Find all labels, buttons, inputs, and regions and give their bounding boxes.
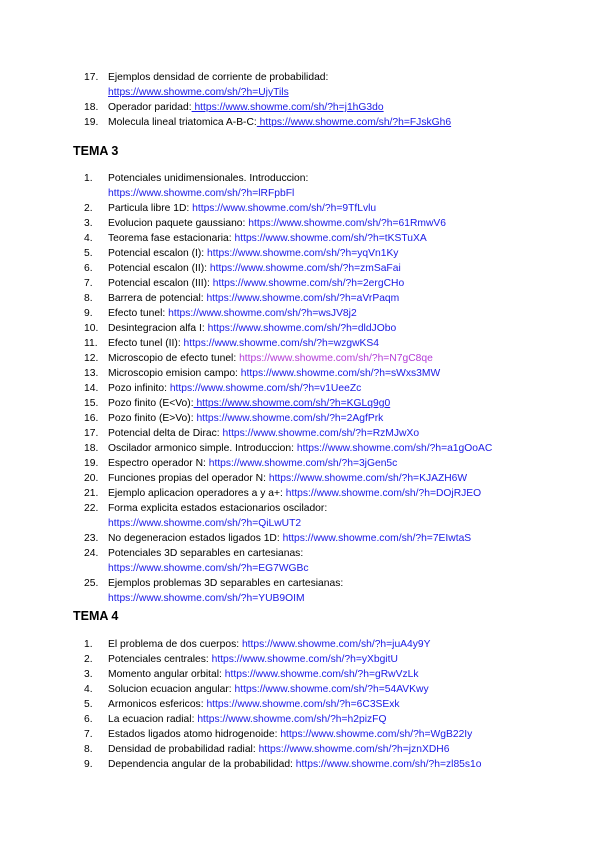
- item-text: Pozo infinito:: [108, 383, 167, 394]
- item-text: Potenciales centrales:: [108, 654, 209, 665]
- item-number: 19.: [84, 458, 99, 469]
- list-item: [0, 576, 600, 606]
- tema4-list: [0, 637, 600, 772]
- list-item: [0, 667, 600, 682]
- item-number: 5.: [84, 248, 93, 259]
- list-item: [0, 70, 600, 100]
- showme-link[interactable]: https://www.showme.com/sh/?h=wzgwKS4: [180, 338, 379, 349]
- list-item: [0, 727, 600, 742]
- showme-link[interactable]: https://www.showme.com/sh/?h=zmSaFai: [207, 263, 401, 274]
- showme-link[interactable]: https://www.showme.com/sh/?h=DOjRJEO: [282, 488, 482, 499]
- list-item: [0, 652, 600, 667]
- item-number: 19.: [84, 117, 99, 128]
- item-text: Oscilador armonico simple. Introduccion:: [108, 443, 294, 454]
- item-number: 7.: [84, 729, 93, 740]
- item-number: 21.: [84, 488, 99, 499]
- tema2-list-continued: [0, 70, 600, 130]
- item-number: 11.: [84, 338, 98, 349]
- showme-link[interactable]: https://www.showme.com/sh/?h=UjyTils: [108, 87, 289, 98]
- list-item: [0, 381, 600, 396]
- item-number: 18.: [84, 443, 99, 454]
- item-text: La ecuacion radial:: [108, 714, 195, 725]
- showme-link[interactable]: https://www.showme.com/sh/?h=2AgfPrk: [193, 413, 384, 424]
- item-text: Forma explicita estados estacionarios oscilador:: [108, 503, 328, 514]
- item-text: Momento angular orbital:: [108, 669, 222, 680]
- list-item: [0, 501, 600, 531]
- showme-link[interactable]: https://www.showme.com/sh/?h=FJskGh6: [256, 117, 452, 128]
- showme-link[interactable]: https://www.showme.com/sh/?h=YUB9OIM: [108, 593, 305, 604]
- showme-link[interactable]: https://www.showme.com/sh/?h=juA4y9Y: [239, 639, 431, 650]
- showme-link[interactable]: https://www.showme.com/sh/?h=54AVKwy: [231, 684, 429, 695]
- showme-link[interactable]: https://www.showme.com/sh/?h=gRwVzLk: [221, 669, 419, 680]
- list-item: [0, 171, 600, 201]
- item-number: 6.: [84, 714, 93, 725]
- item-text: Pozo finito (E<Vo):: [108, 398, 194, 409]
- showme-link[interactable]: https://www.showme.com/sh/?h=2ergCHo: [209, 278, 405, 289]
- item-text: Solucion ecuacion angular:: [108, 684, 232, 695]
- item-number: 12.: [84, 353, 99, 364]
- item-number: 18.: [84, 102, 99, 113]
- item-text: Potencial delta de Dirac:: [108, 428, 220, 439]
- item-number: 2.: [84, 654, 93, 665]
- showme-link[interactable]: https://www.showme.com/sh/?h=a1gOoAC: [294, 443, 493, 454]
- list-item: [0, 276, 600, 291]
- item-number: 2.: [84, 203, 93, 214]
- item-text: Microscopio de efecto tunel:: [108, 353, 237, 364]
- list-item: [0, 231, 600, 246]
- showme-link[interactable]: https://www.showme.com/sh/?h=aVrPaqm: [203, 293, 400, 304]
- item-text: Pozo finito (E>Vo):: [108, 413, 194, 424]
- list-item: [0, 697, 600, 712]
- item-number: 6.: [84, 263, 93, 274]
- item-text: Funciones propias del operador N:: [108, 473, 266, 484]
- showme-link[interactable]: https://www.showme.com/sh/?h=v1UeeZc: [166, 383, 362, 394]
- list-item: [0, 366, 600, 381]
- list-item: [0, 546, 600, 576]
- item-number: 3.: [84, 669, 93, 680]
- item-number: 5.: [84, 699, 93, 710]
- item-text: Efecto tunel (II):: [108, 338, 181, 349]
- item-text: Potencial escalon (II):: [108, 263, 208, 274]
- list-item: [0, 115, 600, 130]
- item-text: Dependencia angular de la probabilidad:: [108, 759, 293, 770]
- item-number: 22.: [84, 503, 99, 514]
- list-item: [0, 471, 600, 486]
- item-text: Molecula lineal triatomica A-B-C:: [108, 117, 257, 128]
- item-text: Ejemplo aplicacion operadores a y a+:: [108, 488, 283, 499]
- item-text: Espectro operador N:: [108, 458, 206, 469]
- list-item: [0, 637, 600, 652]
- list-item: [0, 100, 600, 115]
- item-text: Potencial escalon (I):: [108, 248, 205, 259]
- list-item: [0, 321, 600, 336]
- tema4-heading: TEMA 4: [73, 609, 119, 623]
- list-item: [0, 456, 600, 471]
- showme-link[interactable]: https://www.showme.com/sh/?h=7EIwtaS: [279, 533, 472, 544]
- showme-link[interactable]: https://www.showme.com/sh/?h=WgB22Iy: [277, 729, 473, 740]
- item-number: 15.: [84, 398, 99, 409]
- item-number: 10.: [84, 323, 99, 334]
- showme-link[interactable]: https://www.showme.com/sh/?h=9TfLvlu: [189, 203, 377, 214]
- list-item: [0, 712, 600, 727]
- item-text: No degeneracion estados ligados 1D:: [108, 533, 280, 544]
- list-item: [0, 246, 600, 261]
- item-text: Armonicos esfericos:: [108, 699, 204, 710]
- list-item: [0, 411, 600, 426]
- list-item: [0, 396, 600, 411]
- showme-link[interactable]: https://www.showme.com/sh/?h=lRFpbFl: [108, 188, 295, 199]
- item-number: 16.: [84, 413, 99, 424]
- item-number: 1.: [84, 173, 93, 184]
- item-number: 13.: [84, 368, 99, 379]
- item-number: 3.: [84, 218, 93, 229]
- item-text: Potenciales 3D separables en cartesianas:: [108, 548, 304, 559]
- item-number: 25.: [84, 578, 99, 589]
- tema3-list: [0, 171, 600, 606]
- item-number: 8.: [84, 744, 93, 755]
- item-number: 7.: [84, 278, 93, 289]
- item-number: 24.: [84, 548, 99, 559]
- item-text: Operador paridad:: [108, 102, 192, 113]
- item-text: Desintegracion alfa I:: [108, 323, 205, 334]
- showme-link[interactable]: https://www.showme.com/sh/?h=dldJObo: [204, 323, 397, 334]
- showme-link[interactable]: https://www.showme.com/sh/?h=KGLq9g0: [193, 398, 391, 409]
- item-text: Ejemplos problemas 3D separables en cartesianas:: [108, 578, 344, 589]
- item-number: 23.: [84, 533, 99, 544]
- list-item: [0, 742, 600, 757]
- item-text: Ejemplos densidad de corriente de probabilidad:: [108, 72, 329, 83]
- list-item: [0, 486, 600, 501]
- showme-link[interactable]: https://www.showme.com/sh/?h=j1hG3do: [191, 102, 384, 113]
- item-number: 9.: [84, 308, 93, 319]
- item-text: El problema de dos cuerpos:: [108, 639, 240, 650]
- item-number: 14.: [84, 383, 99, 394]
- showme-link[interactable]: https://www.showme.com/sh/?h=zl85s1o: [292, 759, 482, 770]
- showme-link[interactable]: https://www.showme.com/sh/?h=wsJV8j2: [165, 308, 357, 319]
- list-item: [0, 216, 600, 231]
- showme-link[interactable]: https://www.showme.com/sh/?h=RzMJwXo: [219, 428, 420, 439]
- list-item: [0, 336, 600, 351]
- item-number: 17.: [84, 428, 99, 439]
- list-item: [0, 261, 600, 276]
- list-item: [0, 757, 600, 772]
- showme-link[interactable]: https://www.showme.com/sh/?h=N7gC8qe: [236, 353, 433, 364]
- showme-link[interactable]: https://www.showme.com/sh/?h=3jGen5c: [205, 458, 398, 469]
- list-item: [0, 441, 600, 456]
- showme-link[interactable]: https://www.showme.com/sh/?h=KJAZH6W: [265, 473, 468, 484]
- item-text: Potencial escalon (III):: [108, 278, 210, 289]
- item-text: Efecto tunel:: [108, 308, 166, 319]
- tema3-heading: TEMA 3: [73, 144, 119, 158]
- item-number: 20.: [84, 473, 99, 484]
- list-item: [0, 291, 600, 306]
- showme-link[interactable]: https://www.showme.com/sh/?h=yqVn1Ky: [204, 248, 399, 259]
- showme-link[interactable]: https://www.showme.com/sh/?h=EG7WGBc: [108, 563, 309, 574]
- item-number: 9.: [84, 759, 93, 770]
- showme-link[interactable]: https://www.showme.com/sh/?h=QiLwUT2: [108, 518, 302, 529]
- item-text: Densidad de probabilidad radial:: [108, 744, 256, 755]
- item-text: Particula libre 1D:: [108, 203, 190, 214]
- item-text: Evolucion paquete gaussiano:: [108, 218, 246, 229]
- showme-link[interactable]: https://www.showme.com/sh/?h=sWxs3MW: [237, 368, 441, 379]
- item-number: 8.: [84, 293, 93, 304]
- list-item: [0, 306, 600, 321]
- showme-link[interactable]: https://www.showme.com/sh/?h=tKSTuXA: [231, 233, 427, 244]
- list-item: [0, 426, 600, 441]
- item-text: Estados ligados atomo hidrogenoide:: [108, 729, 278, 740]
- item-text: Microscopio emision campo:: [108, 368, 238, 379]
- item-number: 17.: [84, 72, 99, 83]
- showme-link[interactable]: https://www.showme.com/sh/?h=6C3SExk: [203, 699, 400, 710]
- item-number: 1.: [84, 639, 93, 650]
- showme-link[interactable]: https://www.showme.com/sh/?h=yXbgitU: [208, 654, 398, 665]
- list-item: [0, 351, 600, 366]
- list-item: [0, 201, 600, 216]
- item-text: Teorema fase estacionaria:: [108, 233, 232, 244]
- showme-link[interactable]: https://www.showme.com/sh/?h=61RmwV6: [245, 218, 446, 229]
- item-text: Barrera de potencial:: [108, 293, 204, 304]
- item-number: 4.: [84, 233, 93, 244]
- showme-link[interactable]: https://www.showme.com/sh/?h=jznXDH6: [255, 744, 450, 755]
- showme-link[interactable]: https://www.showme.com/sh/?h=h2pizFQ: [194, 714, 387, 725]
- item-number: 4.: [84, 684, 93, 695]
- list-item: [0, 682, 600, 697]
- item-text: Potenciales unidimensionales. Introduccion:: [108, 173, 309, 184]
- list-item: [0, 531, 600, 546]
